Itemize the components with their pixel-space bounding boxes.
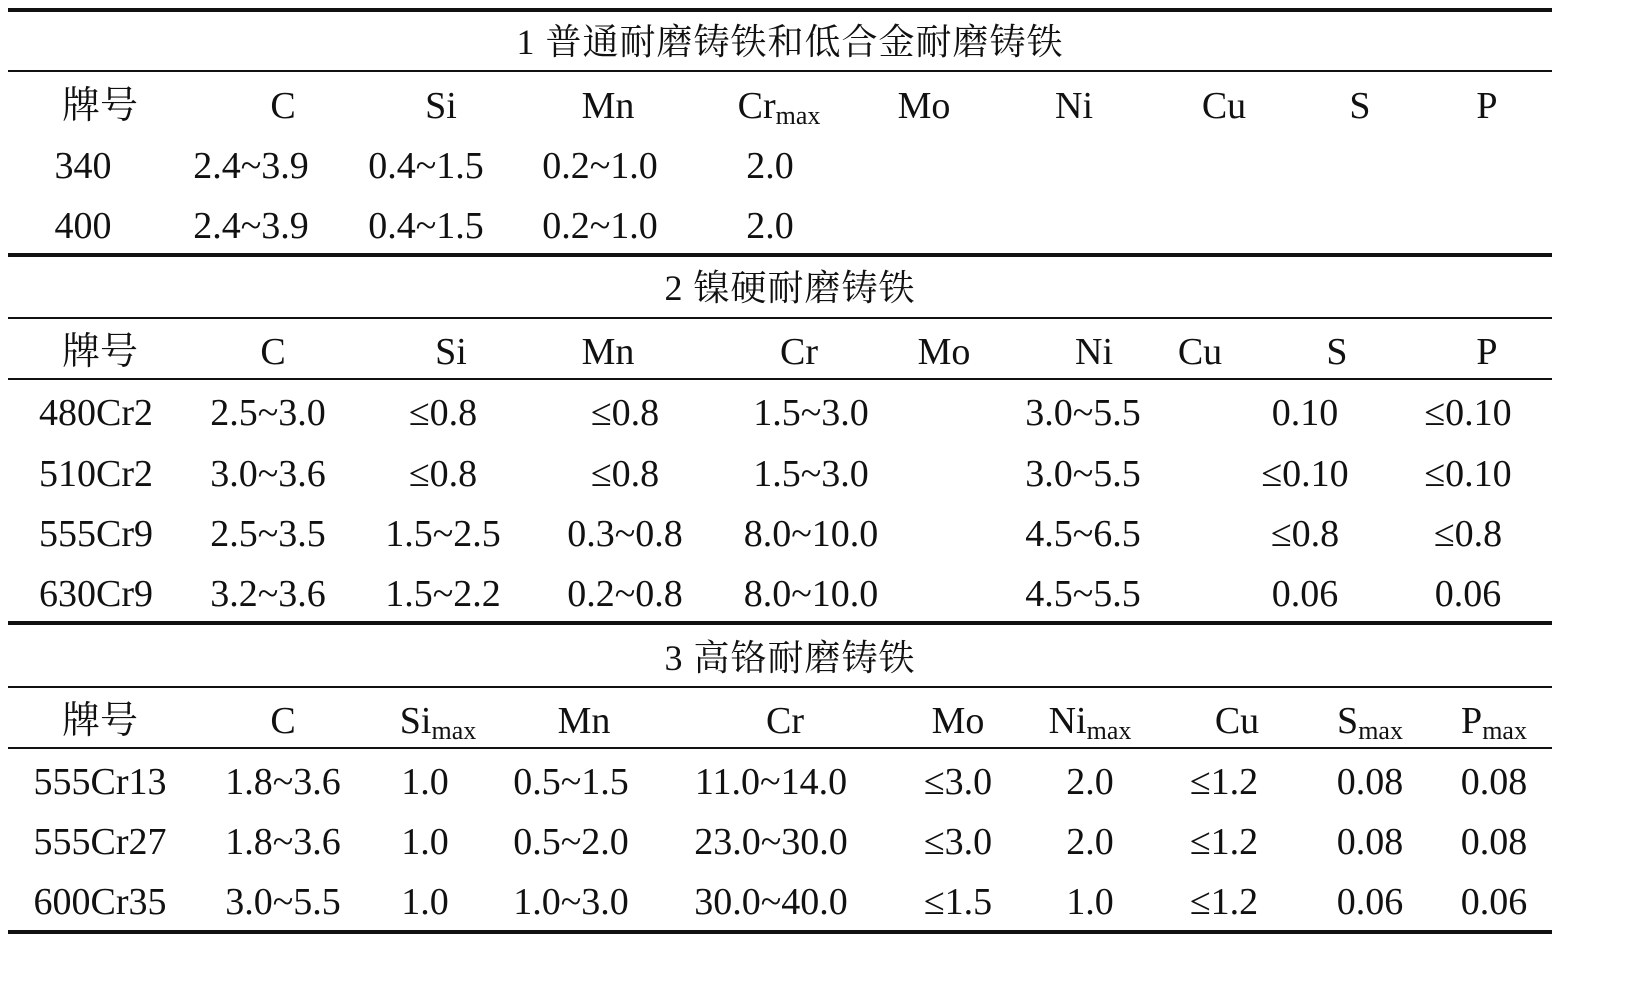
value-cell: ≤0.10: [1424, 453, 1512, 495]
column-header-label: P: [1461, 700, 1483, 742]
value-cell: ≤0.8: [590, 392, 660, 434]
column-header: [260, 333, 285, 371]
value-cell: 0.3~0.8: [567, 513, 683, 555]
top-rule: [8, 8, 1552, 12]
column-header: [270, 702, 295, 740]
column-header: [62, 333, 138, 371]
value-cell: 1.5~2.2: [385, 573, 501, 615]
value-cell: 4.5~6.5: [1025, 513, 1141, 555]
value-cell: 3.0~3.6: [210, 453, 326, 495]
value-cell: 2.0: [746, 145, 794, 187]
value-cell: 23.0~30.0: [694, 821, 848, 863]
value-cell: 1.0: [401, 761, 449, 803]
value-cell: ≤1.2: [1189, 761, 1259, 803]
value-cell: ≤1.2: [1189, 821, 1259, 863]
column-header-label: C: [270, 700, 296, 742]
value-cell: 0.08: [1460, 761, 1528, 803]
header-rule: [8, 747, 1552, 749]
column-header: [932, 702, 985, 740]
column-header: [1349, 87, 1370, 125]
column-header-label: Cr: [780, 331, 818, 373]
value-cell: ≤3.0: [923, 761, 993, 803]
column-header-label: Si: [425, 85, 457, 127]
value-cell: ≤0.8: [590, 453, 660, 495]
column-header: [780, 333, 818, 371]
value-cell: 1.5~3.0: [753, 453, 869, 495]
value-cell: 1.8~3.6: [225, 821, 341, 863]
column-header: [1476, 333, 1497, 371]
value-cell: ≤0.8: [408, 392, 478, 434]
grade-cell: 555Cr27: [33, 821, 167, 863]
value-cell: 0.08: [1336, 761, 1404, 803]
value-cell: 8.0~10.0: [743, 513, 879, 555]
section-title: 3 高铬耐磨铸铁: [664, 638, 916, 678]
column-header: [1476, 87, 1497, 125]
value-cell: ≤0.10: [1424, 392, 1512, 434]
column-header-label: Ni: [1075, 331, 1113, 373]
value-cell: 0.06: [1434, 573, 1502, 615]
column-header: [435, 333, 467, 371]
section-bottom-rule: [8, 621, 1552, 625]
column-header-label: S: [1326, 331, 1348, 373]
column-header: [1461, 700, 1527, 745]
value-cell: 1.0: [401, 881, 449, 923]
column-header: [1075, 333, 1113, 371]
title-rule: [8, 317, 1552, 319]
column-header: [582, 333, 635, 371]
value-cell: 1.0: [401, 821, 449, 863]
column-header: [62, 87, 138, 125]
value-cell: 1.0: [1066, 881, 1114, 923]
column-header: [1202, 87, 1246, 125]
value-cell: 0.08: [1336, 821, 1404, 863]
grade-cell: 555Cr13: [33, 761, 167, 803]
value-cell: 2.5~3.0: [210, 392, 326, 434]
column-header-label: 牌号: [61, 700, 139, 742]
title-rule: [8, 70, 1552, 72]
column-header: [1215, 702, 1259, 740]
column-header: [399, 700, 477, 745]
value-cell: 2.4~3.9: [193, 205, 309, 247]
value-cell: 0.10: [1271, 392, 1339, 434]
column-header: [1326, 333, 1347, 371]
column-header-label: Cr: [766, 700, 804, 742]
column-header: [898, 87, 951, 125]
column-header-label: P: [1476, 331, 1498, 373]
column-header-label: Ni: [1048, 700, 1087, 742]
value-cell: ≤0.8: [408, 453, 478, 495]
column-header-label: Mn: [581, 331, 635, 373]
value-cell: ≤3.0: [923, 821, 993, 863]
column-header-label: Mo: [931, 700, 985, 742]
value-cell: 3.2~3.6: [210, 573, 326, 615]
column-header: [1337, 700, 1403, 745]
column-header-label: Cu: [1214, 700, 1260, 742]
section-title: 2 镍硬耐磨铸铁: [664, 268, 916, 308]
column-header: [582, 87, 635, 125]
column-header: [270, 87, 295, 125]
value-cell: 1.0~3.0: [513, 881, 629, 923]
column-header-label: Mn: [581, 85, 635, 127]
column-header: [425, 87, 457, 125]
value-cell: 0.06: [1336, 881, 1404, 923]
value-cell: 0.06: [1271, 573, 1339, 615]
value-cell: 3.0~5.5: [1025, 392, 1141, 434]
column-header-label: Si: [435, 331, 467, 373]
value-cell: 2.5~3.5: [210, 513, 326, 555]
column-header-label: Cu: [1177, 331, 1223, 373]
column-header-label: Si: [399, 700, 432, 742]
column-header-label: S: [1349, 85, 1371, 127]
value-cell: 3.0~5.5: [1025, 453, 1141, 495]
column-header-subscript: max: [431, 716, 477, 745]
column-header-label: Mo: [917, 331, 971, 373]
grade-cell: 630Cr9: [39, 573, 153, 615]
value-cell: 0.2~1.0: [542, 205, 658, 247]
column-header: [62, 702, 138, 740]
value-cell: 1.5~3.0: [753, 392, 869, 434]
value-cell: 0.2~0.8: [567, 573, 683, 615]
column-header-label: P: [1476, 85, 1498, 127]
value-cell: 4.5~5.5: [1025, 573, 1141, 615]
column-header: [1178, 333, 1222, 371]
value-cell: ≤0.8: [1270, 513, 1340, 555]
header-rule: [8, 378, 1552, 380]
value-cell: 30.0~40.0: [694, 881, 848, 923]
column-header-subscript: max: [1358, 716, 1403, 745]
value-cell: 3.0~5.5: [225, 881, 341, 923]
value-cell: 0.5~1.5: [513, 761, 629, 803]
column-header: [737, 85, 821, 130]
value-cell: 2.0: [1066, 761, 1114, 803]
value-cell: 11.0~14.0: [694, 761, 848, 803]
grade-cell: 340: [54, 145, 112, 187]
value-cell: 2.4~3.9: [193, 145, 309, 187]
value-cell: 0.4~1.5: [368, 205, 484, 247]
column-header-label: Cu: [1201, 85, 1247, 127]
column-header-label: C: [270, 85, 296, 127]
grade-cell: 555Cr9: [39, 513, 153, 555]
value-cell: 0.5~2.0: [513, 821, 629, 863]
column-header-subscript: max: [775, 101, 821, 130]
section-bottom-rule: [8, 253, 1552, 257]
value-cell: 1.5~2.5: [385, 513, 501, 555]
value-cell: ≤0.10: [1261, 453, 1349, 495]
column-header-subscript: max: [1482, 716, 1527, 745]
grade-cell: 480Cr2: [39, 392, 153, 434]
value-cell: 1.8~3.6: [225, 761, 341, 803]
grade-cell: 600Cr35: [33, 881, 167, 923]
column-header-subscript: max: [1086, 716, 1132, 745]
column-header-label: 牌号: [61, 85, 139, 127]
section-bottom-rule: [8, 930, 1552, 934]
column-header-label: C: [260, 331, 286, 373]
grade-cell: 510Cr2: [39, 453, 153, 495]
section-title: 1 普通耐磨铸铁和低合金耐磨铸铁: [516, 22, 1064, 62]
value-cell: 0.2~1.0: [542, 145, 658, 187]
value-cell: 2.0: [746, 205, 794, 247]
column-header-label: Mn: [557, 700, 611, 742]
column-header-label: 牌号: [61, 331, 139, 373]
value-cell: ≤1.2: [1189, 881, 1259, 923]
column-header-label: Ni: [1055, 85, 1093, 127]
value-cell: 0.06: [1460, 881, 1528, 923]
grade-cell: 400: [54, 205, 112, 247]
value-cell: ≤1.5: [923, 881, 993, 923]
column-header: [1048, 700, 1132, 745]
value-cell: 0.08: [1460, 821, 1528, 863]
title-rule: [8, 686, 1552, 688]
column-header-label: Mo: [897, 85, 951, 127]
value-cell: 2.0: [1066, 821, 1114, 863]
column-header-label: Cr: [737, 85, 776, 127]
value-cell: ≤0.8: [1433, 513, 1503, 555]
column-header-label: S: [1337, 700, 1359, 742]
column-header: [918, 333, 971, 371]
column-header: [558, 702, 611, 740]
value-cell: 0.4~1.5: [368, 145, 484, 187]
value-cell: 8.0~10.0: [743, 573, 879, 615]
column-header: [766, 702, 804, 740]
column-header: [1055, 87, 1093, 125]
